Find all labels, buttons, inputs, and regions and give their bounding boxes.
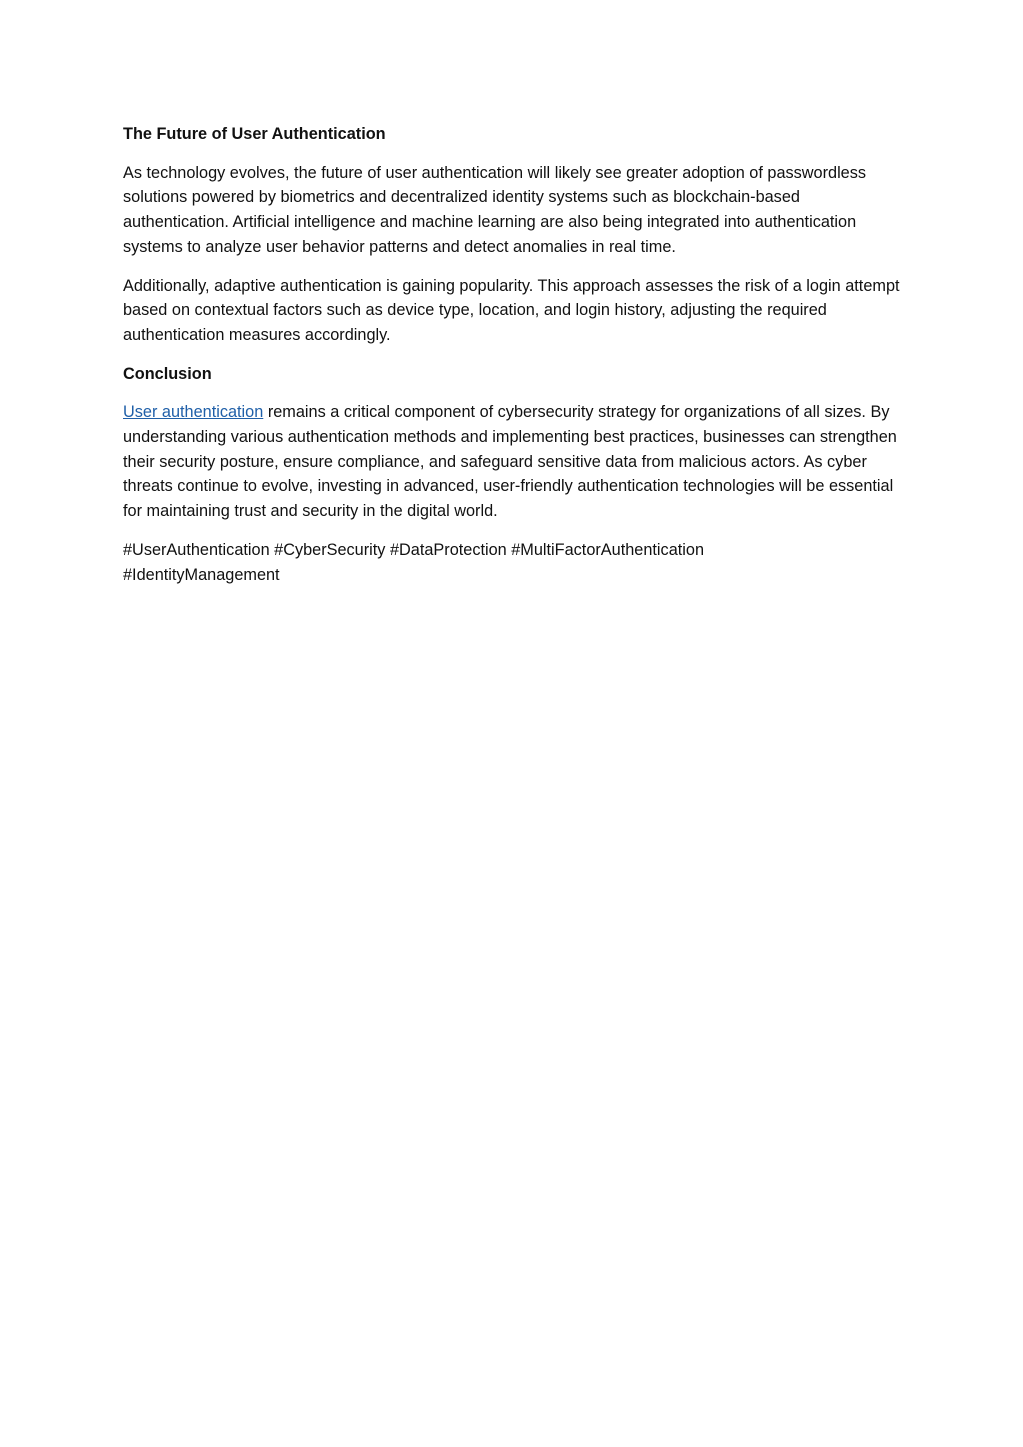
paragraph-conclusion xyxy=(123,400,903,524)
document-page xyxy=(123,122,903,587)
user-authentication-link[interactable]: User authentication xyxy=(123,403,264,422)
paragraph-adaptive-auth: Additionally, adaptive authentication is gaining popularity. This approach assesses the risk of a login attempt based on contextual factors such as device type, location, and login history, adjusting the required authentication measures accordingly. xyxy=(123,276,900,344)
hashtags-line-1: #UserAuthentication #CyberSecurity #DataProtection #MultiFactorAuthentication xyxy=(123,540,704,559)
paragraph-future-intro: As technology evolves, the future of user authentication will likely see greater adoption of passwordless solutions powered by biometrics and decentralized identity systems such as blockchain-based authentication. Artificial intelligence and machine learning are also being integrated into authentication systems to analyze user behavior patterns and detect anomalies in real time. xyxy=(123,163,867,256)
conclusion-text: remains a critical component of cybersecurity strategy for organizations of all sizes. By understanding various authentication methods and implementing best practices, businesses can strengthen their security posture, ensure compliance, and safeguard sensitive data from malicious actors. As cyber threats continue to evolve, investing in advanced, user-friendly authentication technologies will be essential for maintaining trust and security in the digital world. xyxy=(123,403,897,521)
section-heading-conclusion: Conclusion xyxy=(123,364,212,383)
hashtags-line-2: #IdentityManagement xyxy=(123,565,280,584)
hashtags xyxy=(123,538,903,587)
section-heading-future: The Future of User Authentication xyxy=(123,125,386,143)
